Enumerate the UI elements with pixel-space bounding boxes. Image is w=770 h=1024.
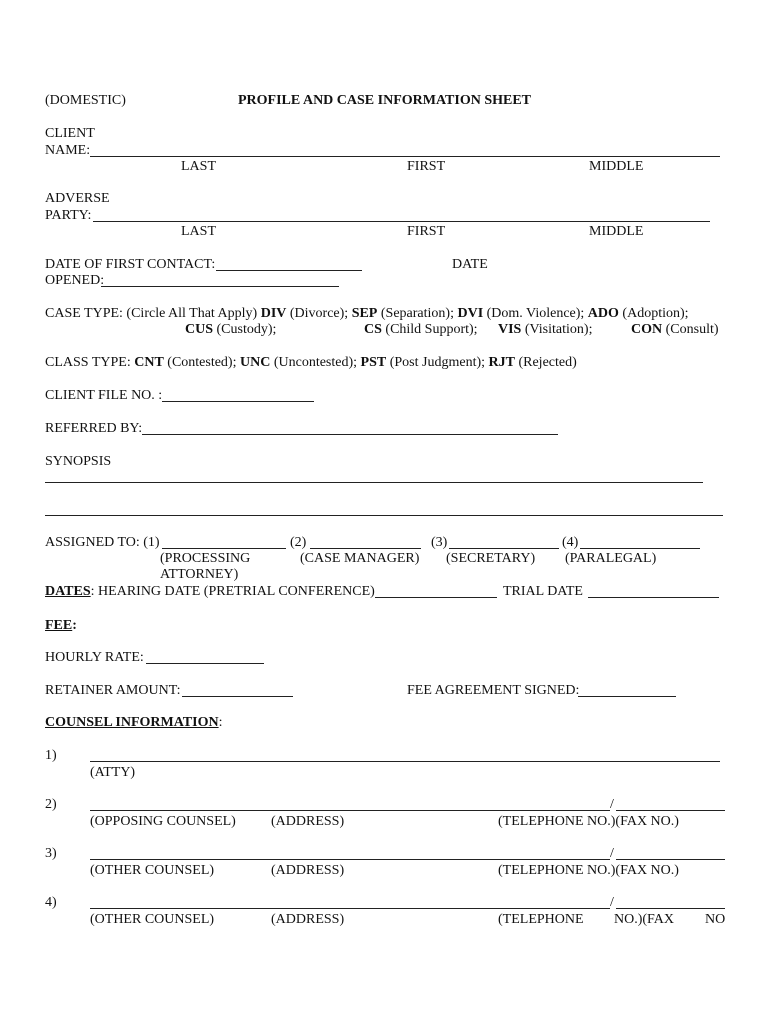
fee-heading: FEE: bbox=[45, 618, 77, 633]
retainer-amount-label: RETAINER AMOUNT: bbox=[45, 683, 181, 698]
fee-agreement-field[interactable] bbox=[578, 696, 676, 697]
counsel-3-fax-field[interactable] bbox=[616, 859, 725, 860]
class-type-line: CLASS TYPE: CNT (Contested); UNC (Uncontested); PST (Post Judgment); RJT (Rejected) bbox=[45, 355, 577, 370]
case-type-cs: CS (Child Support); bbox=[364, 322, 478, 337]
synopsis-line-2[interactable] bbox=[45, 515, 723, 516]
assigned-3-field[interactable] bbox=[449, 548, 559, 549]
synopsis-label: SYNOPSIS bbox=[45, 454, 112, 469]
adverse-first-caption: FIRST bbox=[407, 224, 446, 239]
assigned-2-number: (2) bbox=[290, 535, 307, 550]
case-type-con: CON (Consult) bbox=[631, 322, 719, 337]
counsel-1-number: 1) bbox=[45, 748, 57, 763]
trial-date-field[interactable] bbox=[588, 597, 719, 598]
other-counsel-caption-3: (OTHER COUNSEL) bbox=[90, 863, 215, 878]
counsel-3-address-caption: (ADDRESS) bbox=[271, 863, 345, 878]
counsel-heading: COUNSEL INFORMATION: bbox=[45, 715, 223, 730]
first-contact-field[interactable] bbox=[216, 270, 362, 271]
counsel-2-slash: / bbox=[610, 797, 614, 812]
adverse-party-field[interactable] bbox=[93, 221, 710, 222]
hourly-rate-field[interactable] bbox=[146, 663, 264, 664]
counsel-4-no-caption: NO bbox=[705, 912, 726, 927]
client-file-no-label: CLIENT FILE NO. : bbox=[45, 388, 163, 403]
counsel-4-field[interactable] bbox=[90, 908, 610, 909]
assigned-4-number: (4) bbox=[562, 535, 579, 550]
fee-agreement-label: FEE AGREEMENT SIGNED: bbox=[407, 683, 580, 698]
page-title: PROFILE AND CASE INFORMATION SHEET bbox=[238, 93, 532, 108]
retainer-amount-field[interactable] bbox=[182, 696, 293, 697]
counsel-4-address-caption: (ADDRESS) bbox=[271, 912, 345, 927]
domestic-label: (DOMESTIC) bbox=[45, 93, 126, 108]
adverse-label: ADVERSE bbox=[45, 191, 110, 206]
assigned-1-field[interactable] bbox=[162, 548, 286, 549]
case-type-cus: CUS (Custody); bbox=[185, 322, 277, 337]
trial-date-label: TRIAL DATE bbox=[503, 584, 583, 599]
secretary-caption: (SECRETARY) bbox=[446, 551, 536, 566]
paralegal-caption: (PARALEGAL) bbox=[565, 551, 657, 566]
synopsis-line-1[interactable] bbox=[45, 482, 703, 483]
case-manager-caption: (CASE MANAGER) bbox=[300, 551, 420, 566]
client-file-no-field[interactable] bbox=[162, 401, 314, 402]
case-type-vis: VIS (Visitation); bbox=[498, 322, 593, 337]
counsel-3-field[interactable] bbox=[90, 859, 610, 860]
counsel-2-address-caption: (ADDRESS) bbox=[271, 814, 345, 829]
hourly-rate-label: HOURLY RATE: bbox=[45, 650, 144, 665]
client-label: CLIENT bbox=[45, 126, 95, 141]
opposing-counsel-caption: (OPPOSING COUNSEL) bbox=[90, 814, 236, 829]
assigned-2-field[interactable] bbox=[310, 548, 421, 549]
counsel-4-number: 4) bbox=[45, 895, 57, 910]
client-last-caption: LAST bbox=[181, 159, 216, 174]
counsel-4-slash: / bbox=[610, 895, 614, 910]
counsel-3-number: 3) bbox=[45, 846, 57, 861]
client-first-caption: FIRST bbox=[407, 159, 446, 174]
assigned-3-number: (3) bbox=[431, 535, 448, 550]
counsel-3-slash: / bbox=[610, 846, 614, 861]
client-middle-caption: MIDDLE bbox=[589, 159, 644, 174]
referred-by-label: REFERRED BY: bbox=[45, 421, 143, 436]
date-label: DATE bbox=[452, 257, 488, 272]
adverse-last-caption: LAST bbox=[181, 224, 216, 239]
counsel-3-tel-fax-caption: (TELEPHONE NO.)(FAX NO.) bbox=[498, 863, 679, 878]
opened-label: OPENED: bbox=[45, 273, 105, 288]
other-counsel-caption-4: (OTHER COUNSEL) bbox=[90, 912, 215, 927]
counsel-4-no-fax-caption: NO.)(FAX bbox=[614, 912, 675, 927]
assigned-to-label: ASSIGNED TO: (1) bbox=[45, 535, 160, 550]
client-name-label: NAME: bbox=[45, 143, 91, 158]
case-type-line1: CASE TYPE: (Circle All That Apply) DIV (Divorce); SEP (Separation); DVI (Dom. Violence); ADO (Adoption); bbox=[45, 306, 689, 321]
counsel-4-fax-field[interactable] bbox=[616, 908, 725, 909]
first-contact-label: DATE OF FIRST CONTACT: bbox=[45, 257, 216, 272]
client-name-field[interactable] bbox=[90, 156, 720, 157]
counsel-2-number: 2) bbox=[45, 797, 57, 812]
opened-field[interactable] bbox=[101, 286, 339, 287]
counsel-4-tel-caption: (TELEPHONE bbox=[498, 912, 584, 927]
counsel-2-field[interactable] bbox=[90, 810, 610, 811]
counsel-2-fax-field[interactable] bbox=[616, 810, 725, 811]
atty-caption: (ATTY) bbox=[90, 765, 136, 780]
referred-by-field[interactable] bbox=[142, 434, 558, 435]
dates-line: DATES: HEARING DATE (PRETRIAL CONFERENCE) bbox=[45, 584, 375, 599]
processing-caption: (PROCESSING bbox=[160, 551, 251, 566]
counsel-1-field[interactable] bbox=[90, 761, 720, 762]
adverse-party-label: PARTY: bbox=[45, 208, 92, 223]
hearing-date-field[interactable] bbox=[375, 597, 497, 598]
attorney-caption: ATTORNEY) bbox=[160, 567, 239, 582]
adverse-middle-caption: MIDDLE bbox=[589, 224, 644, 239]
counsel-2-tel-fax-caption: (TELEPHONE NO.)(FAX NO.) bbox=[498, 814, 679, 829]
assigned-4-field[interactable] bbox=[580, 548, 700, 549]
